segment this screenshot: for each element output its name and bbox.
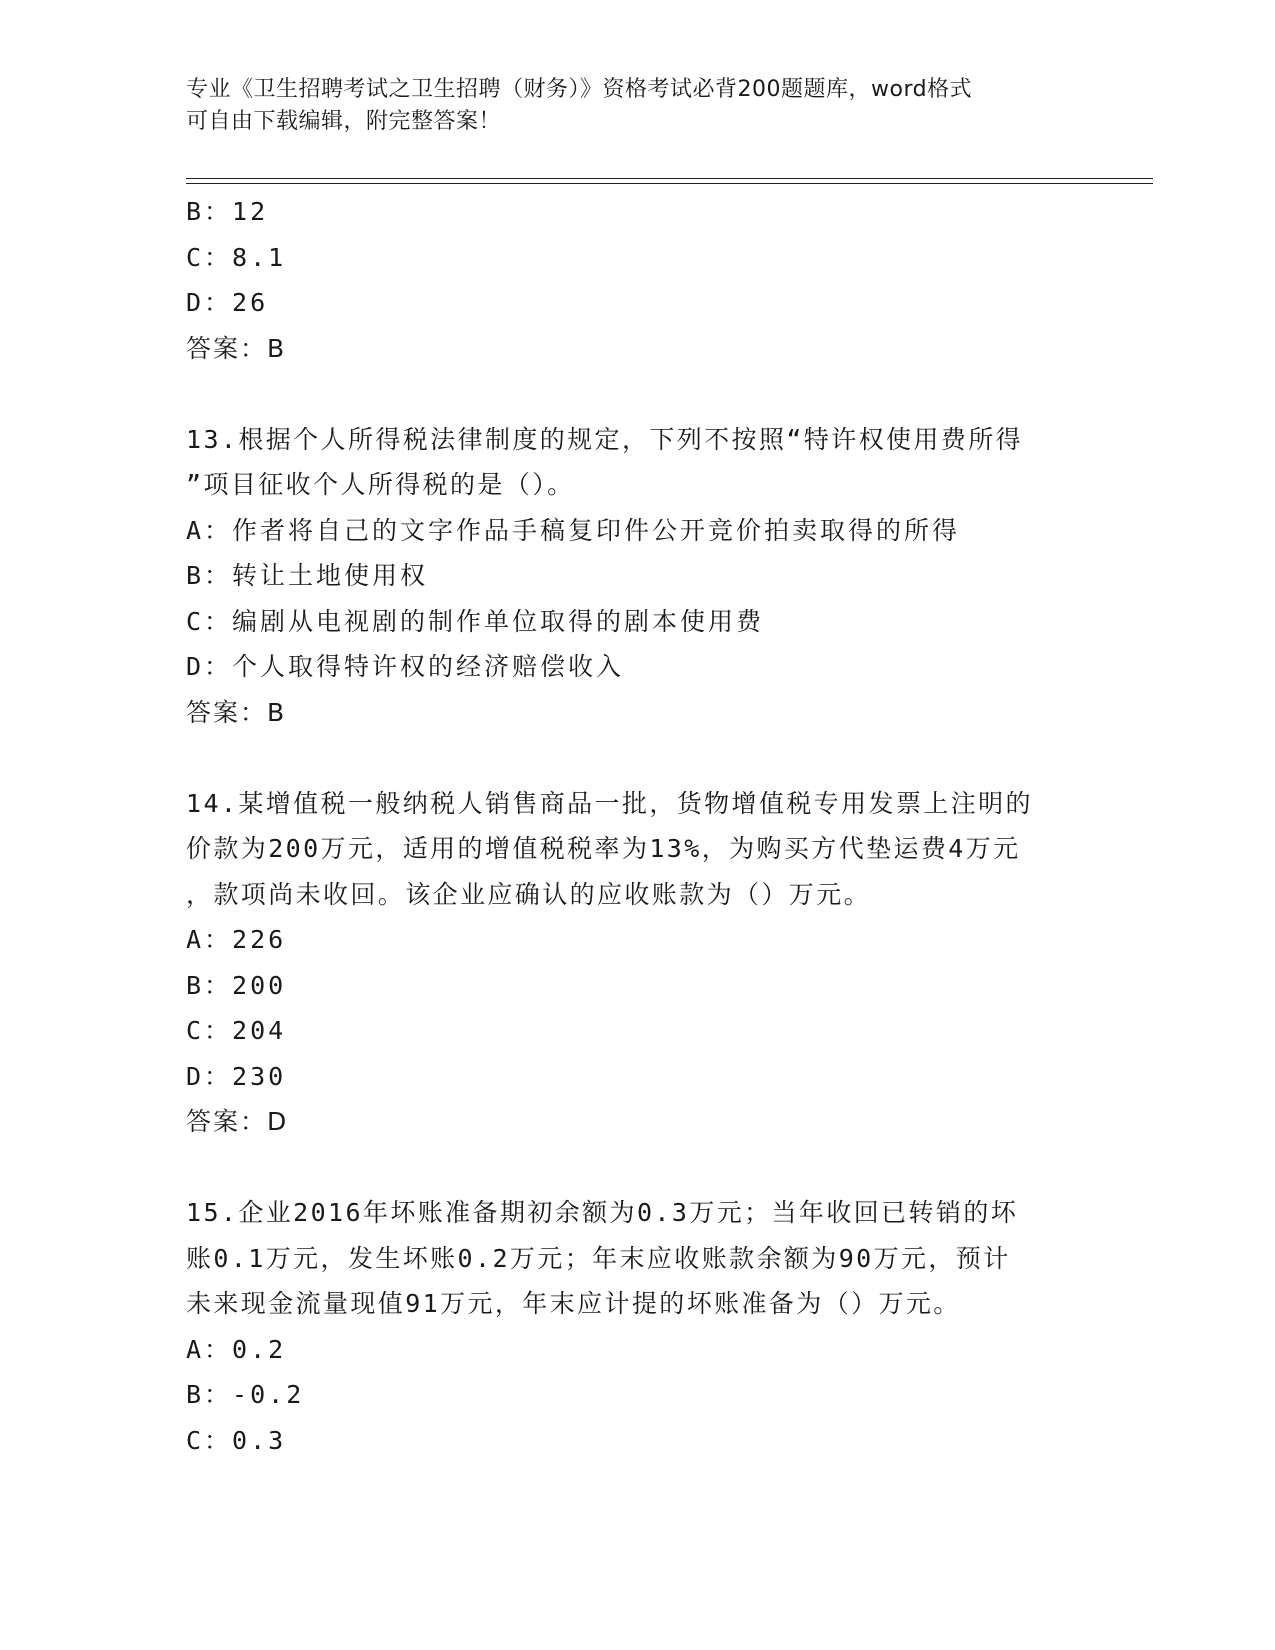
spacer: [186, 735, 1086, 781]
question-list: [186, 189, 1086, 1463]
header-line-2: 可自由下载编辑，附完整答案！: [186, 109, 502, 134]
option-c: C：204: [186, 1016, 287, 1045]
answer: 答案：B: [186, 333, 287, 363]
question-stem-line: 价款为200万元，适用的增值税税率为13%，为购买方代垫运费4万元: [186, 834, 1021, 863]
answer: 答案：D: [186, 1107, 289, 1136]
option-b: B：-0.2: [186, 1380, 305, 1409]
question-stem-line: 15.企业2016年坏账准备期初余额为0.3万元；当年收回已转销的坏: [186, 1198, 1019, 1227]
option-c: C：0.3: [186, 1425, 287, 1455]
question-stem-line: ”项目征收个人所得税的是（）。: [186, 470, 575, 499]
question-12: [186, 189, 1086, 371]
spacer: [186, 371, 1086, 417]
option-c: C：8.1: [186, 242, 287, 272]
question-stem-line: 未来现金流量现值91万元，年末应计提的坏账准备为（）万元。: [186, 1289, 961, 1318]
option-a: A：226: [186, 925, 287, 954]
option-d: D：230: [186, 1061, 287, 1091]
question-14: [186, 781, 1086, 1145]
option-c: C：编剧从电视剧的制作单位取得的剧本使用费: [186, 606, 765, 636]
option-d: D：个人取得特许权的经济赔偿收入: [186, 652, 625, 681]
option-b: B：转让土地使用权: [186, 561, 429, 590]
option-b: B：200: [186, 970, 287, 1000]
document-header: [186, 74, 1086, 138]
header-rule-bottom: [186, 183, 1153, 184]
question-stem-line: 14.某增值税一般纳税人销售商品一批，货物增值税专用发票上注明的: [186, 788, 1033, 818]
question-stem-line: ，款项尚未收回。该企业应确认的应收账款为（）万元。: [186, 879, 872, 909]
question-15: [186, 1190, 1086, 1463]
option-d: D：26: [186, 288, 269, 317]
question-stem-line: 13.根据个人所得税法律制度的规定，下列不按照“特许权使用费所得: [186, 424, 1024, 454]
spacer: [186, 1145, 1086, 1191]
option-b: B：12: [186, 197, 269, 226]
question-stem-line: 账0.1万元，发生坏账0.2万元；年末应收账款余额为90万元，预计: [186, 1243, 1011, 1273]
header-rule-top: [186, 178, 1153, 179]
option-a: A：0.2: [186, 1334, 287, 1364]
answer: 答案：B: [186, 697, 287, 727]
header-line-1: 专业《卫生招聘考试之卫生招聘（财务）》资格考试必背200题题库，word格式: [186, 77, 973, 102]
option-a: A：作者将自己的文字作品手稿复印件公开竞价拍卖取得的所得: [186, 515, 961, 545]
question-13: [186, 417, 1086, 736]
